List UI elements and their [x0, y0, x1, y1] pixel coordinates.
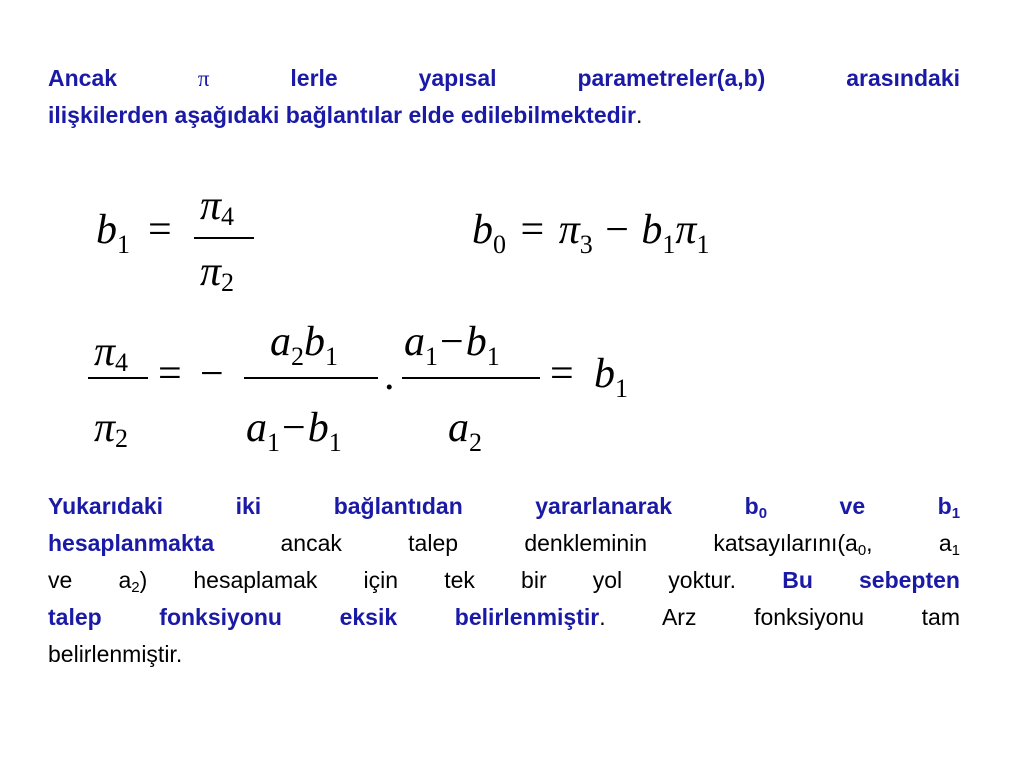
eq3-rhs: $b_1$: [594, 351, 628, 403]
eq1-denominator: π2: [200, 249, 235, 297]
eq3-f2-numerator: $a_2b_1$: [270, 319, 338, 371]
eq3-equals-2: =: [550, 351, 574, 397]
conclusion-line-3: ve $a_2$) hesaplamak için tek bir yol yoktur. Bu sebepten: [48, 567, 960, 596]
conclusion-paragraph: [48, 488, 960, 673]
intro-pi-symbol: π: [197, 66, 210, 91]
intro-period: .: [636, 102, 643, 128]
eq3-dot: .: [384, 353, 395, 399]
eq1-equals: =: [148, 207, 172, 253]
eq1-numerator: π4: [200, 183, 235, 231]
eq3-equals: =: [158, 351, 182, 397]
eq1-fraction-bar: [194, 237, 254, 239]
intro-paragraph: [48, 60, 960, 134]
intro-word: yapısal: [418, 65, 497, 91]
conclusion-line-5: belirlenmiştir.: [48, 641, 183, 667]
intro-line-1: [48, 60, 960, 97]
conclusion-line-1: Yukarıdaki iki bağlantıdan yararlanarak $b_0$ ve $b_1$: [48, 493, 961, 522]
intro-word: Ancak: [48, 65, 118, 91]
equation-b0: $b_0 = \pi_3 - b_1\pi_1$: [472, 207, 710, 259]
intro-word: lerle: [290, 65, 338, 91]
eq3-f2-bar: [244, 377, 378, 379]
eq3-f3-denominator: $a_2$: [448, 405, 482, 457]
eq3-minus: −: [200, 351, 224, 397]
intro-line-2: [48, 97, 960, 134]
eq3-f1-bar: [88, 377, 148, 379]
intro-word: arasındaki: [846, 65, 961, 91]
intro-line-2-text: ilişkilerden aşağıdaki bağlantılar elde edilebilmektedir: [48, 102, 637, 128]
conclusion-line-2: hesaplanmakta ancak talep denkleminin $katsayılarını(a_0$, $a_1$: [48, 530, 960, 559]
eq3-f3-numerator: $a_1-b_1$: [404, 319, 500, 371]
eq3-f1-numerator: π4: [94, 329, 129, 377]
eq3-f2-denominator: $a_1-b_1$: [246, 405, 342, 457]
intro-word: parametreler(a,b): [577, 65, 766, 91]
eq3-f1-denominator: π2: [94, 405, 129, 453]
eq1-lhs: $b_1$: [96, 207, 130, 259]
conclusion-line-4: talep fonksiyonu eksik belirlenmiştir. Arz fonksiyonu tam: [48, 604, 961, 630]
eq3-f3-bar: [402, 377, 540, 379]
